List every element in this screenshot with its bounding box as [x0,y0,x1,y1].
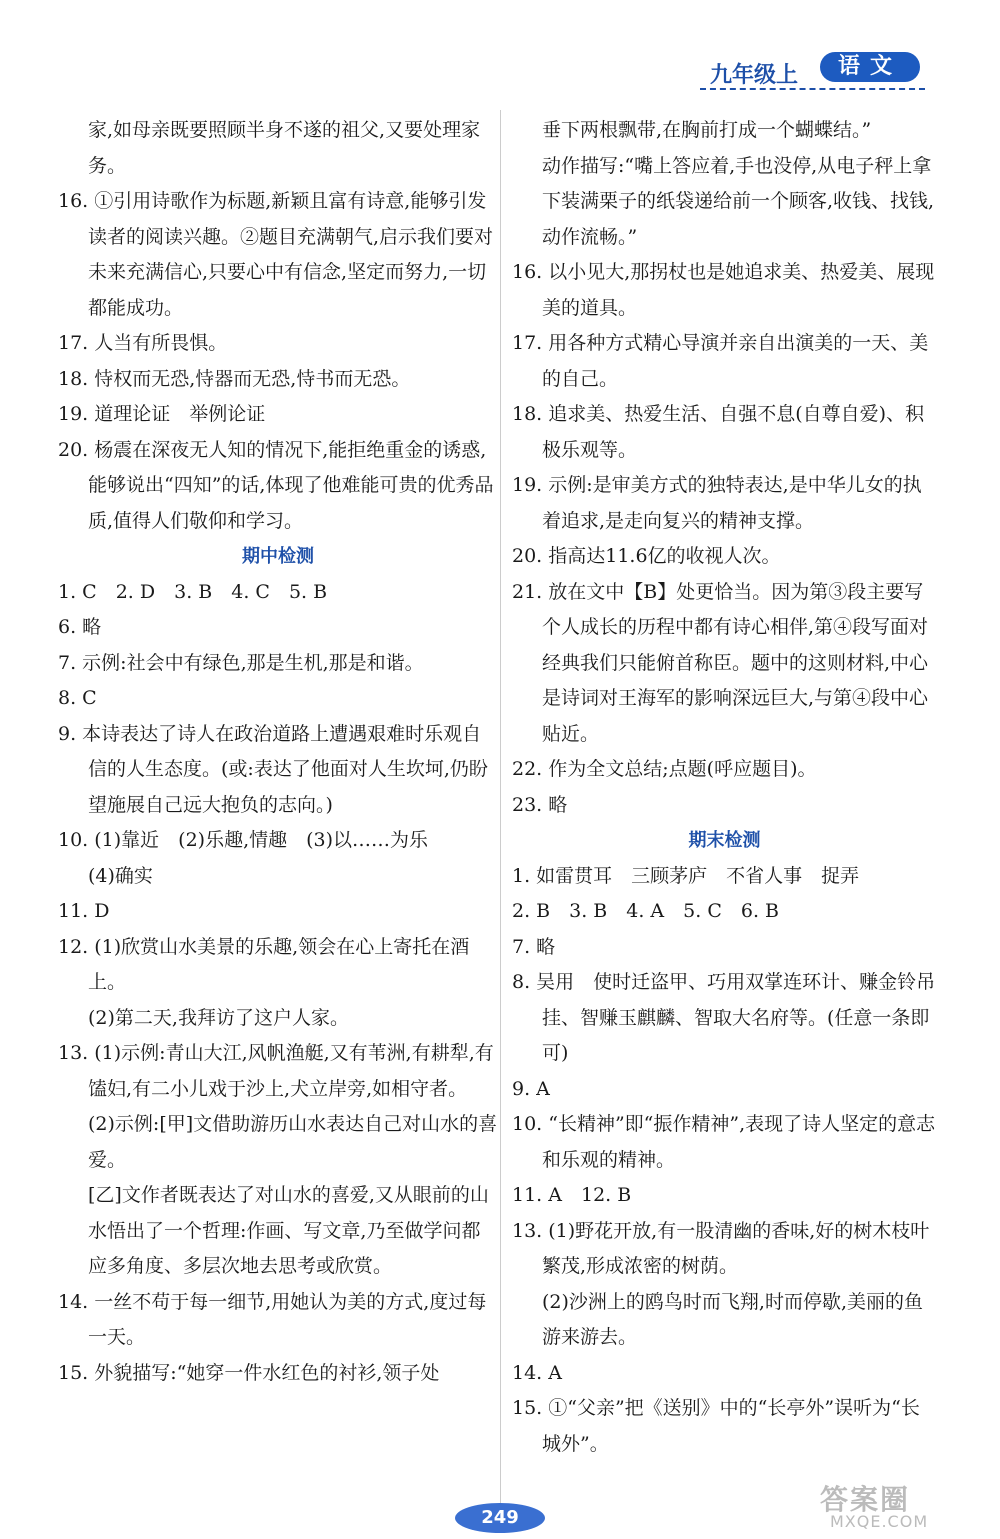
page-header [700,48,925,92]
page-number: 249 [455,1503,545,1533]
answer-line: 17. 人当有所畏惧。 [58,332,228,354]
watermark-logo [820,1478,990,1533]
answer-line: 21. 放在文中【B】处更恰当。因为第③段主要写个人成长的历程中都有诗心相伴,第④段写面对经典我们只能俯首称臣。题中的这则材料,中心是诗词对王海军的影响深远巨大,与第④段中心贴近。 [512,580,929,745]
answer-line: 14. A [512,1361,562,1384]
grade-label: 九年级上 [710,63,799,88]
answer-line: 7. 略 [512,935,556,958]
answer-line: (2)沙洲上的鸥鸟时而飞翔,时而停歇,美丽的鱼游来游去。 [542,1290,923,1348]
answer-line: 10. “长精神”即“振作精神”,表现了诗人坚定的意志和乐观的精神。 [512,1113,936,1171]
answer-line: 10. (1)靠近 (2)乐趣,情趣 (3)以……为乐 [58,829,429,851]
right-column [512,113,937,1462]
column-divider [500,110,501,1520]
answer-line: 20. 指高达11.6亿的收视人次。 [512,545,781,567]
answer-line: 家,如母亲既要照顾半身不遂的祖父,又要处理家务。 [88,119,481,177]
section-title: 期末检测 [688,830,761,851]
answer-line: 12. (1)欣赏山水美景的乐趣,领会在心上寄托在酒上。 [58,935,470,993]
answer-line: 13. (1)示例:青山大江,风帆渔艇,又有苇洲,有耕犁,有馌妇,有二小儿戏于沙上,犬立岸旁,如相守者。 [58,1042,494,1100]
answer-line: 9. A [512,1077,550,1100]
answer-line: (4)确实 [88,864,153,887]
answer-line: 16. 以小见大,那拐杖也是她追求美、热爱美、展现美的道具。 [512,261,935,319]
answer-line: 13. (1)野花开放,有一股清幽的香味,好的树木枝叶繁茂,形成浓密的树荫。 [512,1219,930,1277]
answer-line: 动作描写:“嘴上答应着,手也没停,从电子秤上拿下装满栗子的纸袋递给前一个顾客,收钱、找钱,动作流畅。” [542,154,935,248]
answer-line: 18. 恃权而无恐,恃器而无恐,恃书而无恐。 [58,367,411,390]
left-column [58,113,498,1391]
answer-line: (2)第二天,我拜访了这户人家。 [88,1006,349,1029]
answer-line: 19. 道理论证 举例论证 [58,403,266,425]
header-divider [700,88,925,90]
answer-line: 18. 追求美、热爱生活、自强不息(自尊自爱)、积极乐观等。 [512,403,925,461]
answer-line: 7. 示例:社会中有绿色,那是生机,那是和谐。 [58,651,424,674]
answer-line: (2)示例:[甲]文借助游历山水表达自己对山水的喜爱。 [88,1113,498,1171]
answer-line: 19. 示例:是审美方式的独特表达,是中华儿女的执着追求,是走向复兴的精神支撑。 [512,474,922,532]
answer-line: 2. B 3. B 4. A 5. C 6. B [512,900,779,922]
answer-line: 11. D [58,900,110,922]
subject-badge: 语文 [820,52,920,82]
answer-line: 14. 一丝不苟于每一细节,用她认为美的方式,度过每一天。 [58,1290,487,1348]
answer-line: 11. A 12. B [512,1184,632,1206]
answer-line: 16. ①引用诗歌作为标题,新颖且富有诗意,能够引发读者的阅读兴趣。②题目充满朝气,启示我们要对未来充满信心,只要心中有信念,坚定而努力,一切都能成功。 [58,190,494,319]
section-title: 期中检测 [242,546,314,567]
answer-line: 8. 吴用 使时迁盗甲、巧用双掌连环计、赚金铃吊挂、智赚玉麒麟、智取大名府等。(任意一条即可) [512,971,936,1064]
answer-line: 22. 作为全文总结;点题(呼应题目)。 [512,758,817,780]
answer-line: 1. C 2. D 3. B 4. C 5. B [58,580,328,603]
answer-line: 6. 略 [58,616,102,638]
answer-line: 23. 略 [512,793,568,816]
answer-line: 9. 本诗表达了诗人在政治道路上遭遇艰难时乐观自信的人生态度。(或:表达了他面对人生坎坷,仍盼望施展自己远大抱负的志向。) [58,722,488,816]
answer-line: 20. 杨震在深夜无人知的情况下,能拒绝重金的诱惑,能够说出“四知”的话,体现了他难能可贵的优秀品质,值得人们敬仰和学习。 [58,438,494,532]
answer-line: 8. C [58,687,97,709]
answer-line: 15. ①“父亲”把《送别》中的“长亭外”误听为“长城外”。 [512,1397,920,1455]
answer-line: 1. 如雷贯耳 三顾茅庐 不省人事 捉弄 [512,864,860,887]
watermark-text: 答案圈 [820,1483,911,1516]
watermark-url: MXQE.COM [830,1512,929,1531]
answer-line: 15. 外貌描写:“她穿一件水红色的衬衫,领子处 [58,1361,440,1384]
answer-line: 垂下两根飘带,在胸前打成一个蝴蝶结。” [542,119,872,141]
answer-line: 17. 用各种方式精心导演并亲自出演美的一天、美的自己。 [512,332,929,390]
answer-line: [乙]文作者既表达了对山水的喜爱,又从眼前的山水悟出了一个哲理:作画、写文章,乃至做学问都应多角度、多层次地去思考或欣赏。 [88,1184,489,1277]
